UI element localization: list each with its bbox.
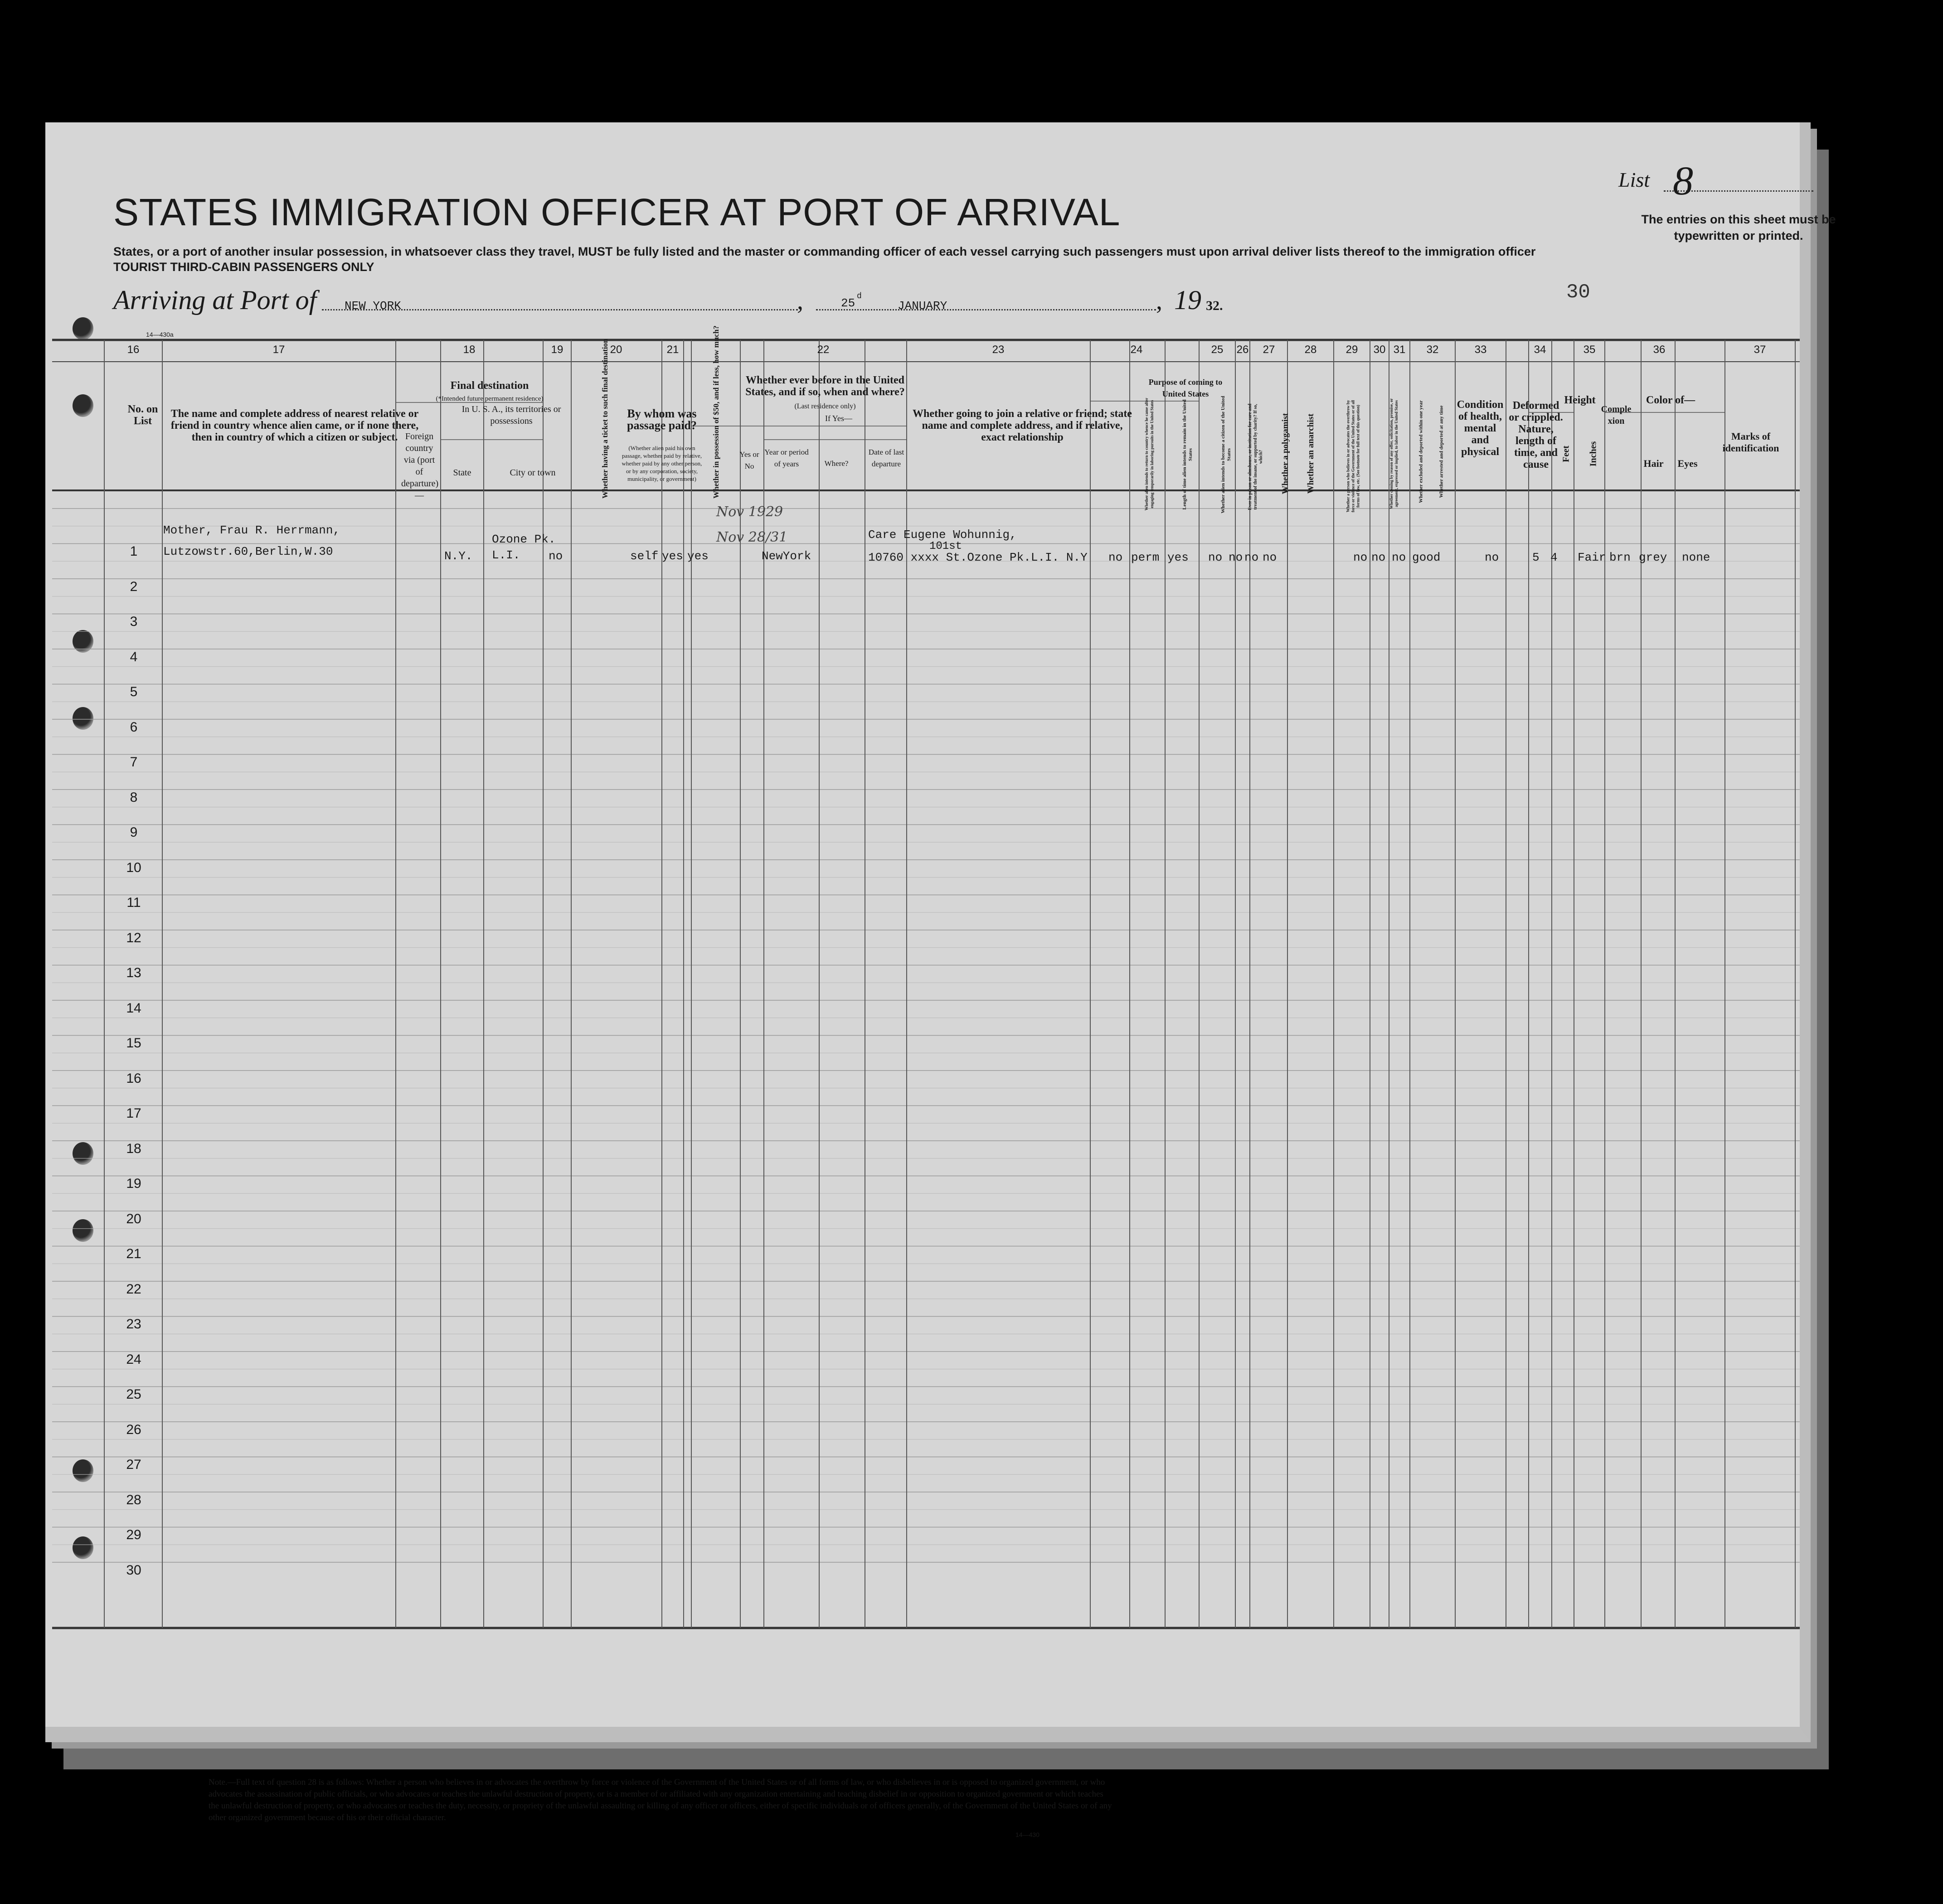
entry-polygamist: no xyxy=(1229,551,1243,564)
column-number: 31 xyxy=(1393,344,1406,356)
entry-anarchist: no xyxy=(1244,551,1259,564)
header-fifty-dollars: Whether in possession of $50, and if less, how much? xyxy=(712,325,720,499)
column-number: 21 xyxy=(666,344,679,356)
header-final-destination: Final destination xyxy=(450,380,529,392)
entry-join-line2: 10760 xxxx St.Ozone Pk.L.I. N.Y xyxy=(868,551,1088,564)
column-number: 35 xyxy=(1583,344,1596,356)
manifest-grid xyxy=(45,122,1800,1727)
pencil-note-a: Nov 1929 xyxy=(716,504,783,520)
column-number: 27 xyxy=(1263,344,1275,356)
list-number: 8 xyxy=(1673,159,1693,203)
row-number: 22 xyxy=(126,1281,141,1297)
column-number: 25 xyxy=(1211,344,1224,356)
month-value: JANUARY xyxy=(898,299,947,313)
entry-q28: no xyxy=(1263,551,1277,564)
row-number: 8 xyxy=(130,790,138,805)
header-prison: Ever in prison or almshouse, or institution for care and treatment of the insane, or supported by charity? If so, which? xyxy=(1248,403,1263,510)
entry-money: yes xyxy=(662,549,683,563)
row-number: 1 xyxy=(130,544,138,559)
arriving-label: Arriving at Port of xyxy=(113,285,317,315)
row-number: 16 xyxy=(126,1071,141,1086)
header-passage-paid: By whom was passage paid? xyxy=(627,407,697,432)
header-final-destination-sub: (*Intended future permanent residence) xyxy=(436,395,544,402)
header-join-relative: Whether going to join a relative or friend; state name and complete address, and if relative, exact relationship xyxy=(913,408,1132,443)
row-number: 15 xyxy=(126,1036,141,1051)
row-number: 30 xyxy=(126,1562,141,1578)
footnote-question-28: Note.—Full text of question 28 is as follows: Whether a person who believes in or advocates the overthrow by force or violence of the Government of the United States or of all forms of law, or who disbelieves in or is opposed to organized government, or who advocates the assassination of public officials, or who advocates or teaches the unlawful destruction of property, or is a member of or affiliated with any organization entertaining and teaching disbelief in or opposition to organized government or which teaches the unlawful destruction of property, or who advocates or teaches the duty, necessity, or propriety of the unlawful assaulting or killing of any officer or officers, either of specific individuals or of officers generally, of the Government of the United States or of any other organized government because of his or their official character. xyxy=(209,1778,1112,1822)
form-code: 14—430a xyxy=(146,331,174,338)
column-number: 34 xyxy=(1534,344,1546,356)
pencil-note-b: Nov 28/31 xyxy=(716,529,788,545)
column-number: 30 xyxy=(1373,344,1386,356)
entry-complexion: Fair xyxy=(1578,551,1606,564)
header-excluded: Whether excluded and deported within one year xyxy=(1418,400,1424,503)
row-number: 3 xyxy=(130,614,138,629)
entries-note: The entries on this sheet must be typewritten or printed. xyxy=(1641,213,1836,242)
header-arrested: Whether arrested and deported at any time xyxy=(1438,405,1444,498)
footer-form-code: 14—430 xyxy=(1015,1831,1040,1838)
page-title: STATES IMMIGRATION OFFICER AT PORT OF ARRIVAL xyxy=(113,191,1121,233)
header-question-28: Whether a person who believes in or advocates the overthrow by force or violence of the Government of the United States or of all forms of law, etc. (See footnote for full text of this question) xyxy=(1346,400,1360,513)
entry-city-line2: L.I. xyxy=(492,548,520,562)
column-number: 36 xyxy=(1653,344,1666,356)
row-number: 21 xyxy=(126,1246,141,1261)
column-number: 22 xyxy=(817,344,830,356)
row-number: 17 xyxy=(126,1106,141,1121)
header-hair: Hair xyxy=(1643,458,1664,469)
header-last-residence: (Last residence only) xyxy=(794,402,856,410)
entry-citizen: yes xyxy=(1167,551,1189,564)
entry-join-insert: 101st xyxy=(929,540,962,552)
column-number: 20 xyxy=(610,344,622,356)
header-in-usa: In U. S. A., its territories or possessions xyxy=(461,404,561,426)
row-number: 7 xyxy=(130,755,138,770)
row-number: 28 xyxy=(126,1492,141,1507)
column-number: 17 xyxy=(272,344,285,356)
header-inches: Inches xyxy=(1588,441,1598,467)
header-where: Where? xyxy=(824,459,849,468)
entry-eyes: grey xyxy=(1639,551,1667,564)
column-number: 28 xyxy=(1304,344,1317,356)
comma: , xyxy=(797,287,803,315)
header-last-departure: Date of last departure xyxy=(868,448,904,468)
entry-excluded: no xyxy=(1371,551,1386,564)
row-number: 2 xyxy=(130,579,138,594)
row-number: 26 xyxy=(126,1422,141,1437)
day-value: 25 xyxy=(841,296,855,310)
header-if-yes: If Yes— xyxy=(825,414,852,423)
header-length-of-stay: Length of time alien intends to remain in the United States xyxy=(1182,399,1193,510)
entry-hair: brn xyxy=(1609,551,1631,564)
column-number: 19 xyxy=(551,344,563,356)
row-number: 27 xyxy=(126,1457,141,1472)
entry-inches: 4 xyxy=(1550,551,1558,564)
header-marks: Marks of identification xyxy=(1722,431,1779,454)
entry-return: no xyxy=(1108,551,1123,564)
row-number: 12 xyxy=(126,930,141,945)
port-value: NEW YORK xyxy=(345,299,401,313)
column-number: 16 xyxy=(127,344,140,356)
header-ticket: Whether having a ticket to such final destination xyxy=(601,339,609,499)
row-number: 4 xyxy=(130,649,138,664)
list-label: List xyxy=(1618,168,1650,191)
header-anarchist: Whether an anarchist xyxy=(1306,413,1316,494)
row-number: 20 xyxy=(126,1211,141,1226)
header-foreign-country: Foreign country via (port of departure)— xyxy=(401,431,439,500)
column-number: 23 xyxy=(992,344,1005,356)
header-state: State xyxy=(453,468,471,478)
page-subtitle: States, or a port of another insular possession, in whatsoever class they travel, MUST be fully listed and the master or commanding officer of each vessel carrying such passengers must upon arrival deliver lists thereof to the immigration officer xyxy=(113,245,1536,258)
entry-offer: no xyxy=(1353,551,1368,564)
column-number: 33 xyxy=(1474,344,1487,356)
entry-state: N.Y. xyxy=(444,549,473,563)
header-feet: Feet xyxy=(1561,446,1571,462)
row-number: 5 xyxy=(130,684,138,699)
manifest-sheet xyxy=(45,122,1836,1838)
entry-prison: no xyxy=(1208,551,1223,564)
row-number: 6 xyxy=(130,719,138,735)
row-number: 9 xyxy=(130,825,138,840)
column-number: 26 xyxy=(1236,344,1249,356)
column-number: 24 xyxy=(1130,344,1143,356)
entry-paid-by: self xyxy=(630,549,659,563)
row-number: 13 xyxy=(126,965,141,980)
entry-before-us: yes xyxy=(687,549,709,563)
header-purpose-return: Whether alien intends to return to country whence he came after engaging temporarily in laboring pursuits in the United States xyxy=(1144,397,1154,511)
entry-ticket: no xyxy=(549,549,563,563)
year-prefix: 19 xyxy=(1174,285,1201,315)
header-yes-no: Yes or No xyxy=(739,450,759,470)
column-number: 37 xyxy=(1754,344,1766,356)
class-line: TOURIST THIRD-CABIN PASSENGERS ONLY xyxy=(113,260,374,274)
header-polygamist: Whether a polygamist xyxy=(1281,413,1290,494)
day-suffix: d xyxy=(857,292,862,301)
header-health: Condition of health, mental and physical xyxy=(1457,399,1504,458)
header-color-of: Color of— xyxy=(1646,394,1695,406)
entry-length: perm xyxy=(1131,551,1160,564)
row-number: 29 xyxy=(126,1527,141,1542)
column-number: 29 xyxy=(1346,344,1358,356)
comma: , xyxy=(1156,287,1162,315)
header-labor-offer: Whether coming by reason of any offer, solicitation, promise, or agreement, expressed or implied, to labor in the United States xyxy=(1389,398,1399,509)
row-number: 14 xyxy=(126,1000,141,1016)
row-number: 25 xyxy=(126,1387,141,1402)
column-number: 18 xyxy=(463,344,476,356)
row-number: 23 xyxy=(126,1317,141,1332)
column-number: 32 xyxy=(1426,344,1439,356)
header-relative-address: The name and complete address of nearest relative or friend in country whence alien came, or if none there, then in country of which a citizen or subject. xyxy=(170,408,419,443)
header-become-citizen: Whether alien intends to become a citizen of the United States xyxy=(1220,396,1232,514)
entry-arrested: no xyxy=(1392,551,1406,564)
year-suffix: 32. xyxy=(1206,298,1223,313)
entry-marks: none xyxy=(1682,551,1710,564)
header-no-on-list: No. on List xyxy=(127,403,158,427)
header-complexion: Complexion xyxy=(1601,404,1632,426)
row-number: 10 xyxy=(126,860,141,875)
row-number: 18 xyxy=(126,1141,141,1156)
entry-health: good xyxy=(1412,551,1441,564)
header-city: City or town xyxy=(510,468,556,478)
header-passage-paid-sub: (Whether alien paid his own passage, whether paid by relative, whether paid by any other person, or by any corporation, society, municipality, or government) xyxy=(622,445,702,482)
header-deformed: Deformed or crippled. Nature, length of time, and cause xyxy=(1509,400,1563,470)
entry-join-line1: Care Eugene Wohunnig, xyxy=(868,528,1017,542)
entry-relative-line2: Lutzowstr.60,Berlin,W.30 xyxy=(163,545,333,558)
page-stamp: 30 xyxy=(1566,281,1590,304)
entry-feet: 5 xyxy=(1532,551,1540,564)
entry-relative-line1: Mother, Frau R. Herrmann, xyxy=(163,523,340,537)
header-eyes: Eyes xyxy=(1677,458,1698,469)
header-purpose: Purpose of coming to United States xyxy=(1148,378,1223,398)
row-number: 19 xyxy=(126,1176,141,1191)
row-number: 24 xyxy=(126,1352,141,1367)
entry-deformed: no xyxy=(1485,551,1499,564)
header-height: Height xyxy=(1564,394,1596,406)
entry-city-line1: Ozone Pk. xyxy=(492,533,556,546)
header-year-period: Year or period of years xyxy=(764,448,809,468)
entry-where: NewYork xyxy=(762,549,811,563)
header-before-in-us: Whether ever before in the United States, and if so, when and where? xyxy=(745,374,905,398)
row-number: 11 xyxy=(126,895,141,910)
